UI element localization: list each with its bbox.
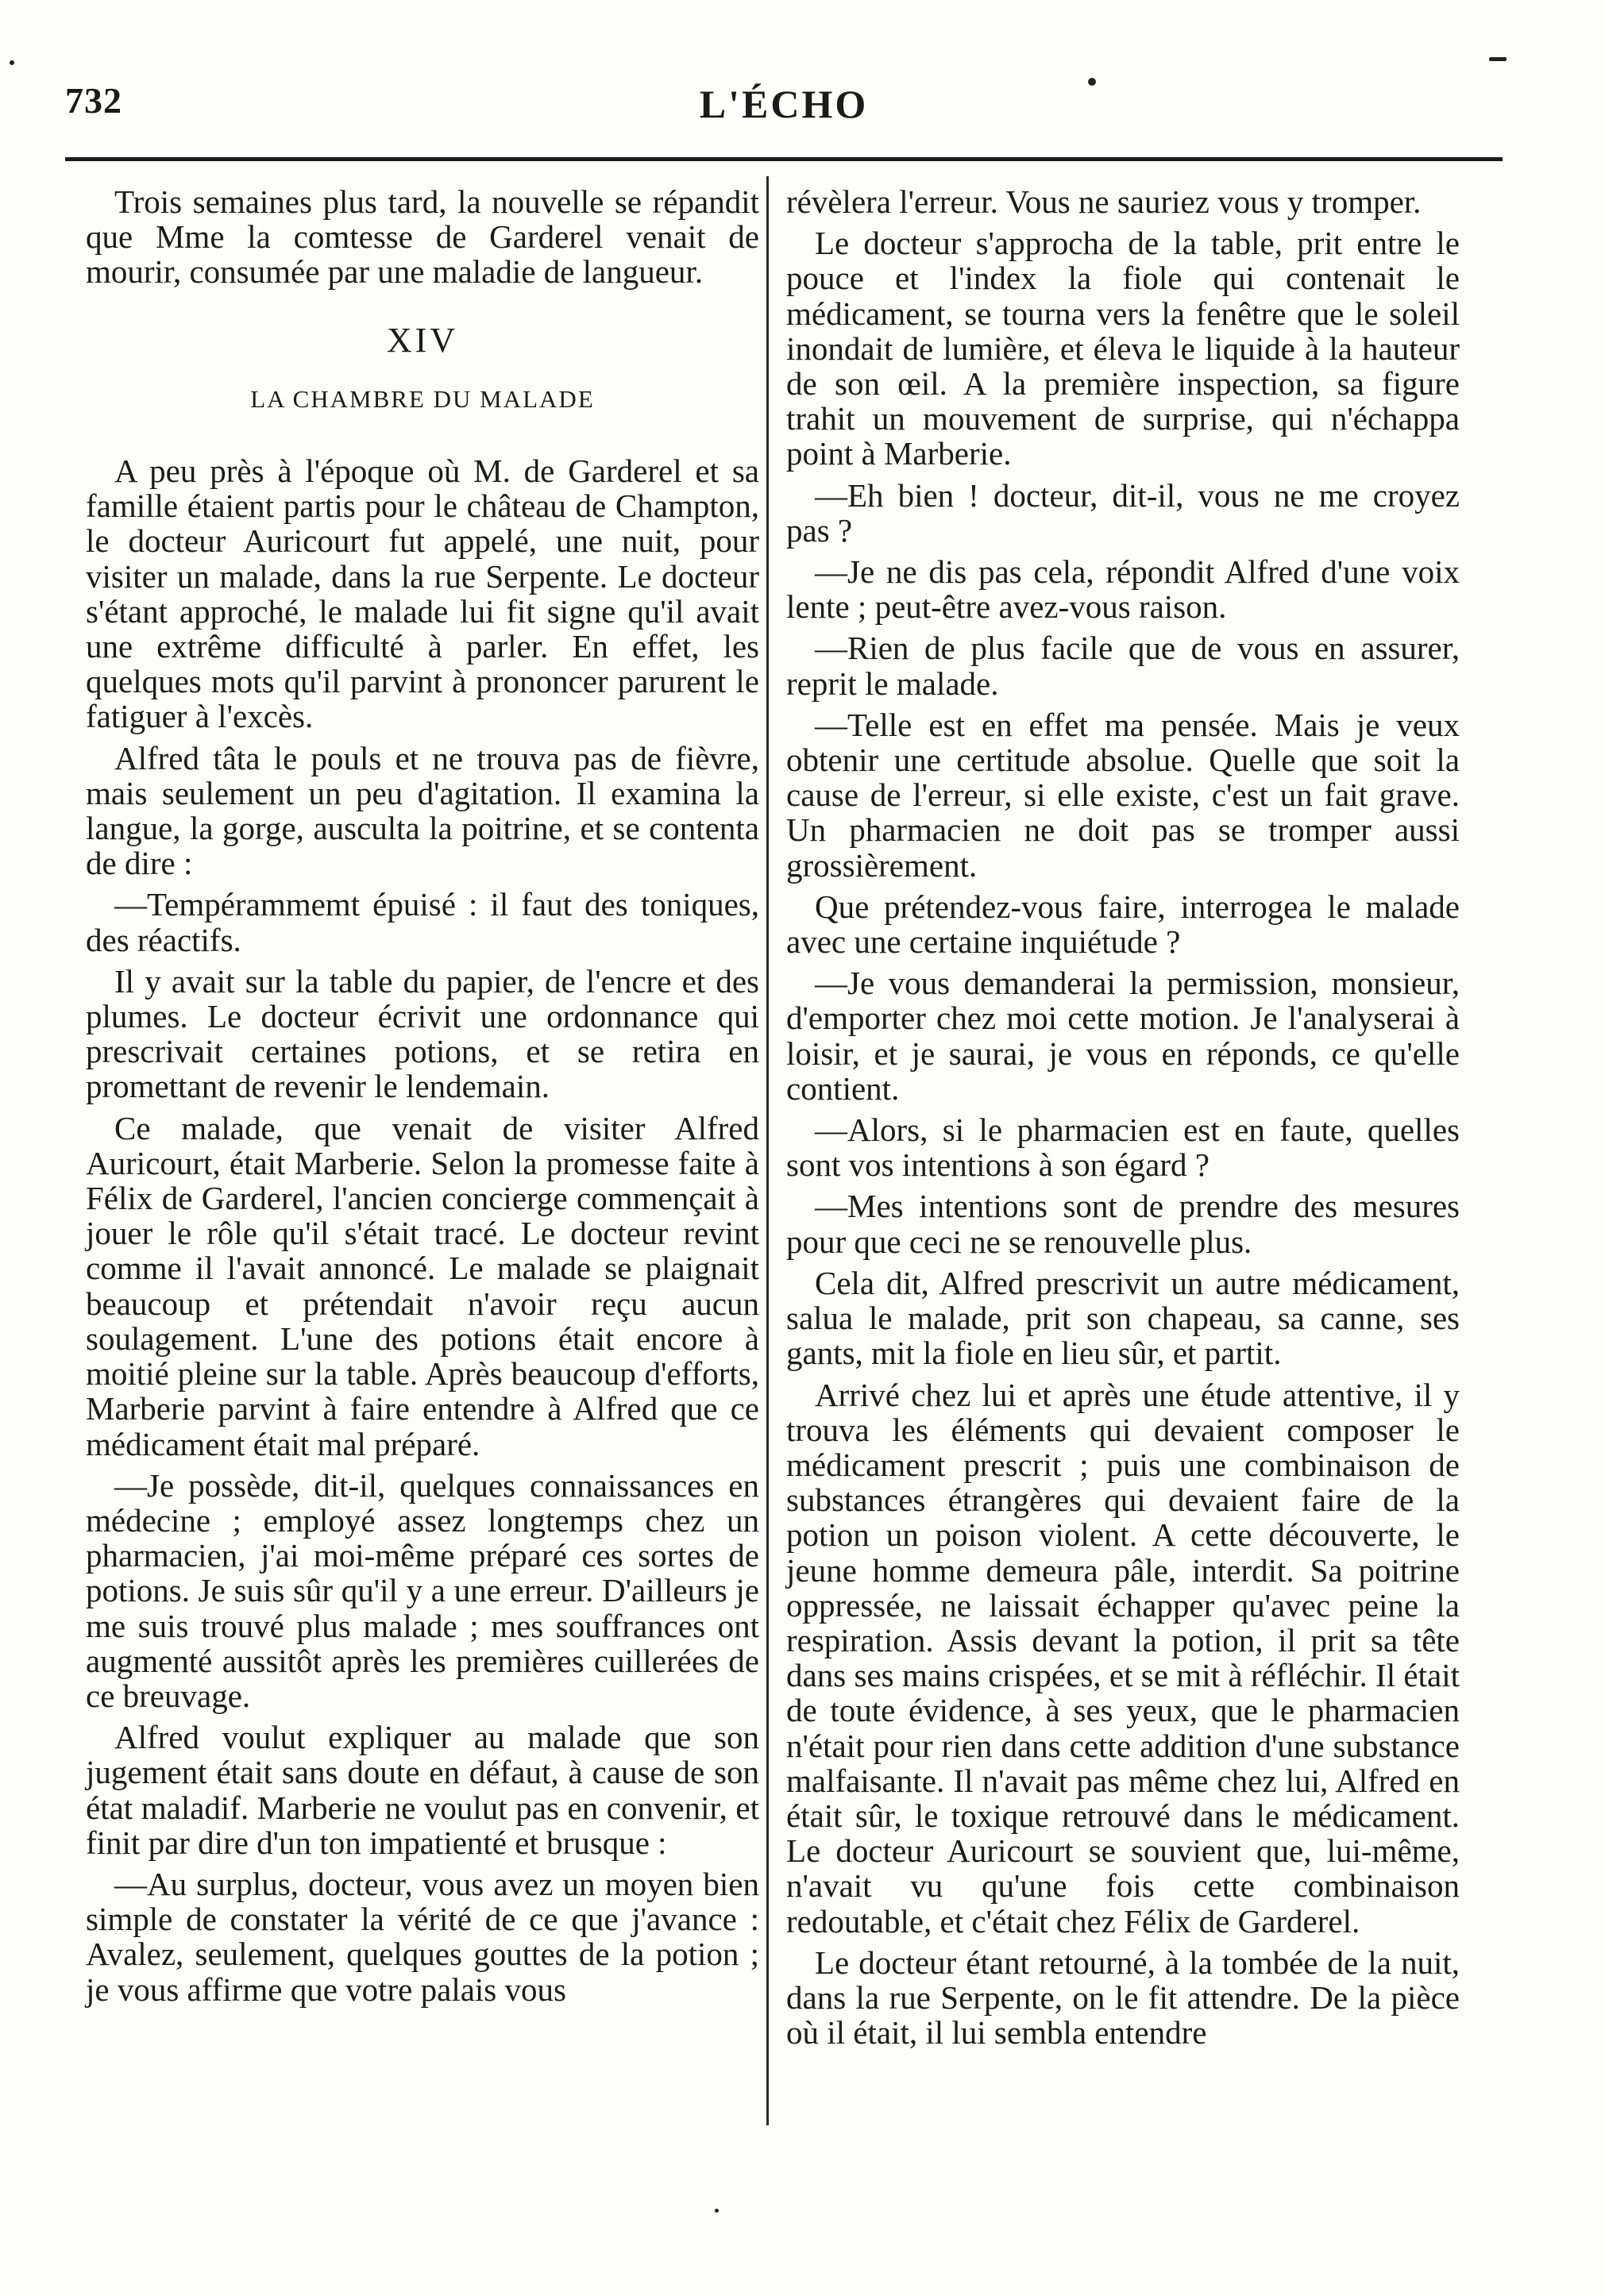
print-speck xyxy=(10,60,14,65)
paragraph: —Telle est en effet ma pensée. Mais je veux obtenir une certitude absolue. Quelle que soit la cause de l'erreur, si elle existe, c'est un fait grave. Un pharmacien ne doit pas se tromper aussi grossièrement. xyxy=(786,706,1460,884)
print-speck xyxy=(1489,57,1507,61)
paragraph: Alfred voulut expliquer au malade que son jugement était sans doute en défaut, à cause de son état maladif. Marberie ne voulut pas en convenir, et finit par dire d'un ton impatienté et brusque : xyxy=(86,1719,759,1861)
page-number: 732 xyxy=(65,80,122,121)
right-column xyxy=(786,184,1460,2137)
paragraph: —Je vous demanderai la permission, monsieur, d'emporter chez moi cette motion. Je l'analyserai à loisir, et je saurai, je vous en réponds, ce qu'elle contient. xyxy=(786,965,1460,1107)
paragraph: —Alors, si le pharmacien est en faute, quelles sont vos intentions à son égard ? xyxy=(786,1111,1460,1184)
left-column xyxy=(86,184,759,2137)
paragraph: —Je possède, dit-il, quelques connaissances en médecine ; employé assez longtemps chez un pharmacien, j'ai moi-même préparé ces sortes de potions. Je suis sûr qu'il y a une erreur. D'ailleurs je me suis trouvé plus malade ; mes souffrances ont augmenté aussitôt après les premières cuillerées de ce breuvage. xyxy=(86,1466,759,1714)
paragraph: —Rien de plus facile que de vous en assurer, reprit le malade. xyxy=(786,630,1460,702)
paragraph: Que prétendez-vous faire, interrogea le malade avec une certaine inquiétude ? xyxy=(786,888,1460,961)
paragraph: Ce malade, que venait de visiter Alfred Auricourt, était Marberie. Selon la promesse faite à Félix de Garderel, l'ancien concierge commençait à jouer le rôle qu'il s'était tracé. Le docteur revint comme il l'avait annoncé. Le malade se plaignait beaucoup et prétendait n'avoir reçu aucun soulagement. L'une des potions était encore à moitié pleine sur la table. Après beaucoup d'efforts, Marberie parvint à faire entendre à Alfred que ce médicament était mal préparé. xyxy=(86,1109,759,1462)
print-speck xyxy=(715,2209,719,2213)
paragraph: A peu près à l'époque où M. de Garderel et sa famille étaient partis pour le château de Champton, le docteur Auricourt fut appelé, une nuit, pour visiter un malade, dans la rue Serpente. Le docteur s'étant approché, le malade lui fit signe qu'il avait une extrême difficulté à parler. En effet, les quelques mots qu'il parvint à prononcer parurent le fatiguer à l'excès. xyxy=(86,453,759,735)
paragraph: —Je ne dis pas cela, répondit Alfred d'une voix lente ; peut-être avez-vous raison. xyxy=(786,553,1460,626)
intro-paragraph: Trois semaines plus tard, la nouvelle se répandit que Mme la comtesse de Garderel venait de mourir, consumée par une maladie de langueur. xyxy=(86,183,759,291)
page-header xyxy=(65,79,1503,135)
paragraph: Alfred tâta le pouls et ne trouva pas de fièvre, mais seulement un peu d'agitation. Il examina la langue, la gorge, ausculta la poitrine, et se contenta de dire : xyxy=(86,739,759,882)
header-rule xyxy=(65,157,1503,161)
paragraph: —Eh bien ! docteur, dit-il, vous ne me croyez pas ? xyxy=(786,476,1460,549)
chapter-title: LA CHAMBRE DU MALADE xyxy=(250,384,595,413)
column-divider xyxy=(766,176,769,2125)
paragraph: Cela dit, Alfred prescrivit un autre médicament, salua le malade, prit son chapeau, sa canne, ses gants, mit la fiole en lieu sûr, et partit. xyxy=(786,1264,1460,1372)
paragraph: —Mes intentions sont de prendre des mesures pour que ceci ne se renouvelle plus. xyxy=(786,1188,1460,1260)
paragraph: Arrivé chez lui et après une étude attentive, il y trouva les éléments qui devaient composer le médicament prescrit ; puis une combinaison de substances étrangères qui devaient faire de la potion un poison violent. A cette découverte, le jeune homme demeura pâle, interdit. Sa poitrine oppressée, ne laissait échapper qu'avec peine la respiration. Assis devant la potion, il prit sa tête dans ses mains crispées, et se mit à réfléchir. Il était de toute évidence, à ses yeux, que le pharmacien n'était pour rien dans cette addition d'une substance malfaisante. Il n'avait pas même chez lui, Alfred en était sûr, le toxique retrouvé dans le médicament. Le docteur Auricourt se souvient que, lui-même, n'avait vu qu'une fois cette combinaison redoutable, et c'était chez Félix de Garderel. xyxy=(786,1376,1460,1940)
chapter-number: XIV xyxy=(386,320,459,360)
paragraph: —Tempérammemt épuisé : il faut des toniques, des réactifs. xyxy=(86,886,759,958)
journal-title: L'ÉCHO xyxy=(699,82,869,126)
paragraph: —Au surplus, docteur, vous avez un moyen bien simple de constater la vérité de ce que j'avance : Avalez, seulement, quelques gouttes de la potion ; je vous affirme que votre palais vous xyxy=(86,1865,759,2008)
paragraph: Le docteur étant retourné, à la tombée de la nuit, dans la rue Serpente, on le fit attendre. De la pièce où il était, il lui sembla entendre xyxy=(786,1944,1460,2051)
paragraph: révèlera l'erreur. Vous ne sauriez vous y tromper. xyxy=(786,183,1422,220)
print-speck xyxy=(1088,78,1096,86)
paragraph: Il y avait sur la table du papier, de l'encre et des plumes. Le docteur écrivit une ordonnance qui prescrivait certaines potions, et se retira en promettant de revenir le lendemain. xyxy=(86,962,759,1105)
paragraph: Le docteur s'approcha de la table, prit entre le pouce et l'index la fiole qui contenait le médicament, se tourna vers la fenêtre que le soleil inondait de lumière, et éleva le liquide à la hauteur de son œil. A la première inspection, sa figure trahit un mouvement de surprise, qui n'échappa point à Marberie. xyxy=(786,225,1460,472)
